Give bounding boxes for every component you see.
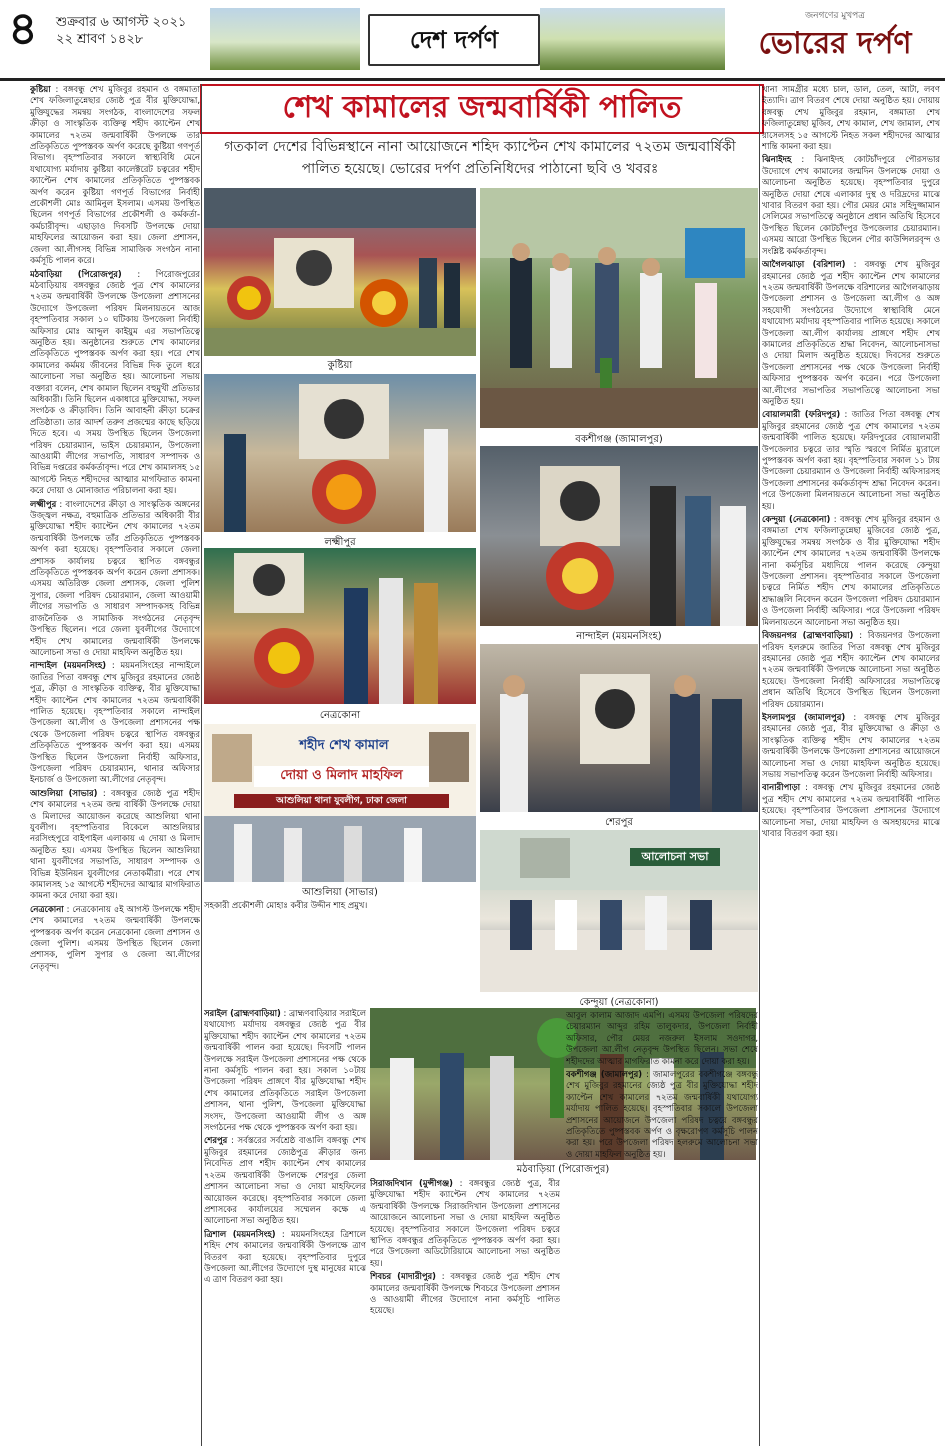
person [490,1056,514,1160]
article-paragraph: আগৈলঝাড়া (বরিশাল) : বঙ্গবন্ধু শেখ মুজিবুর রহমানের জ্যেষ্ঠ পুত্র শহীদ ক্যাপ্টেন শেখ কামালের ৭২তম জন্মবার্ষিকী উপলক্ষে বরিশালের আগৈলঝাড়ায় উপজেলা প্রশাসন ও উপজেলা আ.লীগ ও অঙ্গ সহযোগী সংগঠনের উদ্যোগে স্বাস্থ্যবিধি মেনে যথাযোগ্য মর্যাদায় বৃহস্পতিবার পালিত হয়েছে। সকালে উপজেলা আ.লীগ কার্যালয় প্রাঙ্গণে শহীদ শেখ কামালের প্রতিকৃতিতে শ্রদ্ধা নিবেদন, আলোচনাসভা ও দোয়া মিলাদ অনুষ্ঠিত হয়েছে। দিবসের শুরুতে উপজেলা প্রশাসনের পক্ষ থেকে উপজেলা নির্বাহী অফিসার পুষ্পস্তবক অর্পণ করেন। পরে উপজেলা আ.লীগের সভাপতির সভাপতিত্বে আলোচনা সভা অনুষ্ঠিত হয়। [762,259,940,406]
photo-sherpur-scene [480,644,758,812]
photo-kushtia [204,188,476,356]
person [695,283,717,378]
article-paragraph: সিরাজদিখান (মুন্সীগঞ্জ) : বঙ্গবন্ধুর জ্যেষ্ঠ পুত্র, বীর মুক্তিযোদ্ধা শহীদ ক্যাপ্টেন শেখ কামালের ৭২তম জন্মবার্ষিকী উপলক্ষে সিরাজদিখান উপজেলা প্রশাসনের আয়োজনে আলোচনা সভা ও দোয়া মাহফিল অনুষ্ঠিত হয়েছে। বৃহস্পতিবার সকালে উপজেলা পরিষদ চত্বরে স্থাপিত বঙ্গবন্ধুর প্রতিকৃতিতে পুষ্পস্তবক অর্পণ করা হয়। পরে উপজেলা অডিটোরিয়ামে আলোচনা সভা অনুষ্ঠিত হয়। [370,1178,560,1268]
banner-organizer: আশুলিয়া থানা যুবলীগ, ঢাকা জেলা [234,794,449,808]
article-body: সর্বস্তরের সর্বশ্রেষ্ঠ বাঙালি বঙ্গবন্ধু শেখ মুজিবুর রহমানের জ্যেষ্ঠপুত্র ক্রীড়ার জন্য নিবেদিত প্রাণ শহীদ ক্যাপ্টেন শেখ কামালের ৭২তম জন্মবার্ষিকী উপলক্ষে শেরপুর জেলা প্রশাসন আলোচনা সভা ও দোয়া মাহফিলের আয়োজন করেছে। বৃহস্পতিবার সকালে জেলা প্রশাসকের কার্যালয়ের সম্মেলন কক্ষে এ আলোচনা সভা অনুষ্ঠিত হয়। [204,1135,366,1226]
article-paragraph: কুষ্টিয়া : বঙ্গবন্ধু শেখ মুজিবুর রহমান ও বঙ্গমাতা শেখ ফজিলাতুন্নেছার জ্যেষ্ঠ পুত্র বীর মুক্তিযোদ্ধা, মুক্তিযুদ্ধের সমন্বয় সংগঠক, বাংলাদেশের সফল ক্রীড়া ও সাংস্কৃতিক ব্যক্তিত্ব শহীদ ক্যাপ্টেন শেখ কামালের ৭২তম জন্মবার্ষিকী উপলক্ষে তার প্রতিকৃতিতে পুষ্পস্তবক অর্পণ করেছে কুষ্টিয়া গণপূর্ত বিভাগ। বৃহস্পতিবার সকালে স্বাস্থ্যবিধি মেনে যথাযোগ্য মর্যাদায় কুষ্টিয়া কালেক্টরেট চত্বরের শহীদ ক্যাপ্টেন শেখ কামালের প্রতিকৃতিতে পুষ্পস্তবক অর্পণ করেন কুষ্টিয়া গণপূর্ত বিভাগের নির্বাহী প্রকৌশলী মোঃ আমিনুল ইসলাম। এসময় উপস্থিত ছিলেন গণপূর্ত বিভাগের প্রকৌশলী ও কর্মকর্তা-কর্মচারীবৃন্দ। এছাড়াও দিবসটি উপলক্ষে দোয়া মাহফিলের আয়োজন করা হয়। জেলা প্রশাসন, জেলা আ.লীগসহ বিভিন্ন সামাজিক সংগঠন নানা কর্মসূচি পালন করে। [30,84,200,266]
person [424,429,448,532]
article-body: পিরোজপুরের মঠবাড়িয়ায় বঙ্গবন্ধুর জ্যেষ্ঠ পুত্র শেখ কামালের ৭২তম জন্মবার্ষিকী উপলক্ষে উপজেলা প্রশাসনের উদ্যোগে উপজেলা পরিষদ মিলনায়তনে আজ বৃহস্পতিবার সকাল ১০ ঘটিকায় উপজেলা নির্বাহী অফিসার মোঃ আব্দুল কাইয়ুম এর সভাপতিত্বে অনুষ্ঠিত হয়। অনুষ্ঠানের শুরুতে শেখ কামালের প্রতিকৃতিতে পুষ্পস্তবক অর্পণ করা হয়। পরে শেখ কামালের কর্মময় জীবনের বিভিন্ন দিক তুলে ধরে আলোচনা সভা অনুষ্ঠিত হয়। আলোচনা সভায় বক্তারা বলেন, শেখ কামাল ছিলেন বহুমুখী প্রতিভার অধিকারী। তিনি ছিলেন একাধারে মুক্তিযোদ্ধা, সফল সংগঠক ও ক্রীড়াবিদ। তিনি আবাহনী ক্রীড়া চক্রের প্রতিষ্ঠাতা। তার আদর্শ তরুণ প্রজন্মের কাছে ছড়িয়ে দিতে হবে। এ সময় উপস্থিত ছিলেন উপজেলা পরিষদ চেয়ারম্যান, ভাইস চেয়ারম্যান, উপজেলা আওয়ামী লীগের সভাপতি, সাধারণ সম্পাদক ও বিভিন্ন দপ্তরের কর্মকর্তাবৃন্দ। পরে শেখ কামালসহ ১৫ আগস্টে নিহত শহীদদের আত্মার মাগফিরাত কামনা করে দোয়া ও মোনাজাত পরিচালনা করা হয়। [30,268,200,496]
article-paragraph: বিজয়নগর (ব্রাহ্মণবাড়িয়া) : বিজয়নগর উপজেলা পরিষদ হলরুমে জাতির পিতা বঙ্গবন্ধু শেখ মুজিবুর রহমানের জ্যেষ্ঠ পুত্র শহীদ ক্যাপ্টেন শেখ কামালের ৭২তম জন্মবার্ষিকী উপলক্ষে আলোচনা সভা অনুষ্ঠিত হয়েছে। উপজেলা নির্বাহী অফিসারের সভাপতিত্বে প্রধান অতিথি হিসেবে উপস্থিত ছিলেন উপজেলা পরিষদ চেয়ারম্যান। [762,630,940,709]
article-paragraph: ঝিনাইদহ : ঝিনাইদহ কোটচাঁদপুরে পৌরসভার উদ্যোগে শেখ কামালের জন্মদিন উপলক্ষে দোয়া ও আলোচনা অনুষ্ঠিত হয়েছে। বৃহস্পতিবার দুপুরে অনুষ্ঠিত দোয়া শেষে এলাকার দুস্থ ও দরিদ্রদের মাঝে খাবার বিতরণ করা হয়। পৌর মেয়র মোঃ সহিদুজ্জামান সেলিমের সভাপতিত্বে অনুষ্ঠানে প্রধান অতিথি হিসেবে উপস্থিত ছিলেন কোটচাঁদপুর উপজেলার চেয়ারম্যান। এসময় আরো উপস্থিত ছিলেন পৌর কাউন্সিলরবৃন্দ ও সংশ্লিষ্ট কর্মকর্তাবৃন্দ। [762,154,940,256]
ground [204,328,476,356]
portrait-face [253,564,285,596]
photo-sherpur [480,644,758,812]
person [650,486,676,626]
banner-event: দোয়া ও মিলাদ মাহফিল [254,766,429,787]
person [379,578,403,704]
caption-netrokona: নেত্রকোনা [319,710,361,721]
caption-lakshmipur: লক্ষ্মীপুর [324,537,356,548]
article-body: বঙ্গবন্ধু শেখ মুজিবুর রহমানের জ্যেষ্ঠ পুত্র শহীদ ক্যাপ্টেন শেখ কামালের ৭২তম জন্মবার্ষিকী উপলক্ষে বরিশালের আগৈলঝাড়ায় উপজেলা প্রশাসন ও উপজেলা আ.লীগ ও অঙ্গ সহযোগী সংগঠনের উদ্যোগে স্বাস্থ্যবিধি মেনে যথাযোগ্য মর্যাদায় বৃহস্পতিবার পালিত হয়েছে। সকালে উপজেলা আ.লীগ কার্যালয় প্রাঙ্গণে শহীদ শেখ কামালের প্রতিকৃতিতে শ্রদ্ধা নিবেদন, আলোচনাসভা ও দোয়া মিলাদ অনুষ্ঠিত হয়েছে। দিবসের শুরুতে উপজেলা প্রশাসনের পক্ষ থেকে উপজেলা নির্বাহী অফিসার পুষ্পস্তবক অর্পণ করেন। পরে উপজেলা আ.লীগের সভাপতির সভাপতিত্বে আলোচনা সভা অনুষ্ঠিত হয়। [762,259,940,406]
dateline-place: বিজয়নগর (ব্রাহ্মণবাড়িয়া) [762,630,854,641]
person-head [642,258,660,276]
banner-portrait [212,734,252,782]
article-body: বঙ্গবন্ধু শেখ মুজিবুর রহমান ও বঙ্গমাতা শেখ ফজিলাতুন্নেছার জ্যেষ্ঠ পুত্র বীর মুক্তিযোদ্ধা, মুক্তিযুদ্ধের সমন্বয় সংগঠক, বাংলাদেশের সফল ক্রীড়া ও সাংস্কৃতিক ব্যক্তিত্ব শহীদ ক্যাপ্টেন শেখ কামালের ৭২তম জন্মবার্ষিকী উপলক্ষে তার প্রতিকৃতিতে পুষ্পস্তবক অর্পণ করেছে কুষ্টিয়া গণপূর্ত বিভাগ। বৃহস্পতিবার সকালে স্বাস্থ্যবিধি মেনে যথাযোগ্য মর্যাদায় কুষ্টিয়া কালেক্টরেট চত্বরের শহীদ ক্যাপ্টেন শেখ কামালের প্রতিকৃতিতে পুষ্পস্তবক অর্পণ করেন কুষ্টিয়া গণপূর্ত বিভাগের নির্বাহী প্রকৌশলী মোঃ আমিনুল ইসলাম। এসময় উপস্থিত ছিলেন গণপূর্ত বিভাগের প্রকৌশলী ও কর্মকর্তা-কর্মচারীবৃন্দ। এছাড়াও দিবসটি উপলক্ষে দোয়া মাহফিলের আয়োজন করা হয়। জেলা প্রশাসন, জেলা আ.লীগসহ বিভিন্ন সামাজিক সংগঠন নানা কর্মসূচি পালন করে। [30,84,200,266]
person [595,263,619,373]
logo-tagline: জনগণের মুখপত্র [805,11,865,21]
dateline-place: লক্ষ্মীপুর [30,498,57,509]
photo-lakshmipur-scene [204,374,476,532]
photo-bakshiganj [480,188,758,428]
dateline-place: শেরপুর [204,1135,228,1146]
article-paragraph: মঠবাড়িয়া (পিরোজপুর) : পিরোজপুরের মঠবাড়িয়ায় বঙ্গবন্ধুর জ্যেষ্ঠ পুত্র শেখ কামালের ৭২তম জন্মবার্ষিকী উপলক্ষে উপজেলা প্রশাসনের উদ্যোগে উপজেলা পরিষদ মিলনায়তনে আজ বৃহস্পতিবার সকাল ১০ ঘটিকায় উপজেলা নির্বাহী অফিসার মোঃ আব্দুল কাইয়ুম এর সভাপতিত্বে অনুষ্ঠিত হয়। অনুষ্ঠানের শুরুতে শেখ কামালের প্রতিকৃতিতে পুষ্পস্তবক অর্পণ করা হয়। পরে শেখ কামালের কর্মময় জীবনের বিভিন্ন দিক তুলে ধরে আলোচনা সভা অনুষ্ঠিত হয়। আলোচনা সভায় বক্তারা বলেন, শেখ কামাল ছিলেন বহুমুখী প্রতিভার অধিকারী। তিনি ছিলেন একাধারে মুক্তিযোদ্ধা, সফল সংগঠক ও ক্রীড়াবিদ। তিনি আবাহনী ক্রীড়া চক্রের প্রতিষ্ঠাতা। তার আদর্শ তরুণ প্রজন্মের কাছে ছড়িয়ে দিতে হবে। এ সময় উপস্থিত ছিলেন উপজেলা পরিষদ চেয়ারম্যান, ভাইস চেয়ারম্যান, উপজেলা আওয়ামী লীগের সভাপতি, সাধারণ সম্পাদক ও বিভিন্ন দপ্তরের কর্মকর্তাবৃন্দ। পরে শেখ কামালসহ ১৫ আগস্টে নিহত শহীদদের আত্মার মাগফিরাত কামনা করে দোয়া ও মোনাজাত পরিচালনা করা হয়। [30,268,200,496]
dateline-place: নান্দাইল (ময়মনসিংহ) [30,660,107,671]
dateline-place: আশুলিয়া (সাভার) [30,787,98,798]
newspaper-logo [730,6,940,72]
banner-title: শহীদ শেখ কামাল [299,738,389,753]
person-standing [444,263,460,328]
page-header [0,0,945,81]
article-paragraph: আশুলিয়া (সাভার) : বঙ্গবন্ধুর জ্যেষ্ঠ পুত্র শহীদ শেখ কামালের ৭২তম জন্ম বার্ষিকী উপলক্ষে দোয়া ও মিলাদের আয়োজন করেছে আশুলিয়া থানা যুবলীগ। বৃহস্পতিবার বিকেলে আশুলিয়ার নরসিংহপুরে বাইপাইল এলাকায় এ দোয়া ও মিলাদ অনুষ্ঠিত হয়। এসময় উপস্থিত ছিলেন আশুলিয়া থানা যুবলীগের সভাপতি, সাধারণ সম্পাদক ও বিভিন্ন ইউনিয়ন যুবলীগের নেতাকর্মীরা। পরে শেখ কামালসহ ১৫ আগস্টে শহীদদের আত্মার মাগফিরাত কামনা করে দোয়া করা হয়। [30,787,200,901]
photo-lakshmipur [204,374,476,532]
article-paragraph [204,900,476,911]
portrait-face [595,689,635,729]
middle-article-block-a [204,900,476,1004]
dateline-place: বোয়ালমারী (ফরিদপুর) [762,409,841,420]
person [440,1053,464,1160]
article-body: ঝিনাইদহ কোটচাঁদপুরে পৌরসভার উদ্যোগে শেখ কামালের জন্মদিন উপলক্ষে দোয়া ও আলোচনা অনুষ্ঠিত হয়েছে। বৃহস্পতিবার দুপুরে অনুষ্ঠিত দোয়া শেষে এলাকার দুস্থ ও দরিদ্রদের মাঝে খাবার বিতরণ করা হয়। পৌর মেয়র মোঃ সহিদুজ্জামান সেলিমের সভাপতিত্বে অনুষ্ঠানে প্রধান অতিথি হিসেবে উপস্থিত ছিলেন কোটচাঁদপুর উপজেলার চেয়ারম্যান। এসময় আরো উপস্থিত ছিলেন পৌর কাউন্সিলরবৃন্দ ও সংশ্লিষ্ট কর্মকর্তাবৃন্দ। [762,154,940,256]
person-uniform [670,694,700,812]
person-seated [690,900,712,950]
issue-date [56,14,186,48]
person [685,496,711,626]
article-body: বঙ্গবন্ধু শেখ মুজিবুর রহমানের জ্যেষ্ঠ পুত্র শহীদ শেখ কামালের ৭২তম জন্মবার্ষিকী পালিত হয়েছে। বৃহস্পতিবার উপজেলা প্রশাসনের উদ্যোগে আলোচনা সভা, দোয়া মাহফিল ও অসহায়দের মাঝে খাবার বিতরণ করা হয়। [762,782,940,838]
article-paragraph: ইসলামপুর (জামালপুর) : বঙ্গবন্ধু শেখ মুজিবুর রহমানের জ্যেষ্ঠ পুত্র, বীর মুক্তিযোদ্ধা ও ক্রীড়া ও সাংস্কৃতিক ব্যক্তিত্ব শহীদ শেখ কামালের ৭২তম জন্মবার্ষিকী উপলক্ষে উপজেলা প্রশাসনের আয়োজনে আলোচনা সভা ও দোয়া মাহফিল অনুষ্ঠিত হয়েছে। সভায় সভাপতিত্ব করেন উপজেলা নির্বাহী অফিসার। [762,711,940,779]
dateline-place: কুষ্টিয়া [30,84,51,94]
left-article-column [30,84,200,1446]
issue-date-gregorian: শুক্রবার ৬ আগস্ট ২০২১ [56,15,187,30]
article-paragraph: শিবচর (মাদারীপুর) : বঙ্গবন্ধুর জ্যেষ্ঠ পুত্র শহীদ শেখ কামালের জন্মবার্ষিকী উপলক্ষে শিবচরে উপজেলা প্রশাসন ও আওয়ামী লীগের উদ্যোগে নানা কর্মসূচি পালিত হয়েছে। [370,1271,560,1316]
dateline-place: ত্রিশাল (ময়মনসিংহ) [204,1228,276,1239]
person [414,583,438,704]
person-seated [555,900,577,950]
person-uniform [712,699,742,812]
caption-ashulia: আশুলিয়া (সাভার) [302,887,378,898]
article-body: জামালপুরের বকশীগঞ্জে বঙ্গবন্ধু শেখ মুজিবুর রহমানের জ্যেষ্ঠ পুত্র বীর মুক্তিযোদ্ধা শহীদ ক্যাপ্টেন শেখ কামালের ৭২তম জন্মবার্ষিকী যথাযোগ্য মর্যাদায় পালিত হয়েছে। বৃহস্পতিবার সকালে উপজেলা প্রশাসনের আয়োজনে উপজেলা পরিষদ চত্বরে বঙ্গবন্ধুর প্রতিকৃতিতে পুষ্পস্তবক অর্পণ ও বৃক্ষরোপণ কর্মসূচি পালন করা হয়। পরে উপজেলা পরিষদ হলরুমে আলোচনা সভা ও দোয়া মাহফিল অনুষ্ঠিত হয়। [566,1069,758,1159]
article-body: ময়মনসিংহের ত্রিশালে শহিদ শেখ কামালের জন্মবার্ষিকী উপলক্ষে ত্রাণ বিতরণ করা হয়েছে। বৃহস্পতিবার দুপুরে উপজেলা আ.লীগের উদ্যোগে দুস্থ মানুষের মাঝে এ ত্রাণ বিতরণ করা হয়। [204,1228,366,1285]
dateline-place: সিরাজদিখান (মুন্সীগঞ্জ) [370,1178,453,1188]
caption-sherpur: শেরপুর [605,817,633,828]
dateline-place: সরাইল (ব্রাহ্মণবাড়িয়া) [204,1008,281,1018]
photo-nandail [480,446,758,626]
sub-headline: গতকাল দেশের বিভিন্নস্থানে নানা আয়োজনে শহিদ ক্যাপ্টেন শেখ কামালের ৭২তম জন্মবার্ষিকী পালিত হয়েছে। ভোরের দর্পণ প্রতিনিধিদের পাঠানো ছবি ও খবরঃ [224,139,736,177]
logo-text: ভোরের দর্পণ [758,26,912,61]
article-body: জাতির পিতা বঙ্গবন্ধু শেখ মুজিবুর রহমানের জ্যেষ্ঠ পুত্র শেখ কামালের ৭২তম জন্মবার্ষিকী পালিত হয়েছে। ফরিদপুরের বোয়ালমারী উপজেলার চত্বরে তার স্মৃতি স্মরণে নির্মিত ম্যুরালে পুষ্পস্তবক অর্পণ করা হয়। বৃহস্পতিবার সকাল ১১ টায় উপজেলা চেয়ারম্যান ও উপজেলা নির্বাহী অফিসারসহ উপজেলা প্রশাসনের কর্মকর্তাবৃন্দ শ্রদ্ধা নিবেদন করেন। পরে উপজেলা মিলনায়তনে আলোচনা সভা অনুষ্ঠিত হয়। [762,409,940,511]
portrait-face [296,250,332,286]
article-body: নেত্রকোনায় ৫ই আগস্ট উপলক্ষে শহীদ শেখ কামালের ৭২তম জন্মবার্ষিকী উপলক্ষে পুষ্পস্তবক অর্পণ করেন নেত্রকোনা জেলা প্রশাসন ও জেলা পুলিশ। এসময় উপস্থিত ছিলেন জেলা প্রশাসক, পুলিশ সুপার ও জেলা আ.লীগের নেতৃবৃন্দ। [30,903,200,971]
person [404,828,422,882]
photo-nandail-scene [480,446,758,626]
person [224,434,246,532]
person [344,826,362,882]
person [390,1058,414,1160]
person-head [512,243,530,261]
dateline-place: ইসলামপুর (জামালপুর) [762,711,846,722]
article-paragraph: লক্ষ্মীপুর : বাংলাদেশের ক্রীড়া ও সাংস্কৃতিক অঙ্গনের উজ্জ্বল নক্ষত্র, বহুমাত্রিক প্রতিভার অধিকারী বীর মুক্তিযোদ্ধা শহীদ ক্যাপ্টেন শেখ কামালের ৭২তম জন্মবার্ষিকী উপলক্ষে তাঁর প্রতিকৃতিতে পুষ্পস্তবক অর্পণ করা হয়েছে। বৃহস্পতিবার সকালে জেলা প্রশাসক কার্যালয় চত্বরে স্থাপিত বঙ্গবন্ধুর প্রতিকৃতিতে পুষ্পস্তবক অর্পণ করেন জেলা প্রশাসক। এসময় অতিরিক্ত জেলা প্রশাসক, জেলা পুলিশ সুপার, জেলা পরিষদ চেয়ারম্যান, জেলা আওয়ামী লীগের সভাপতি ও সাধারণ সম্পাদকসহ বিভিন্ন রাজনৈতিক ও সামাজিক সংগঠনের নেতৃবৃন্দ উপস্থিত ছিলেন। পরে জেলা যুবলীগের উদ্যোগে শহীদ শেখ কামালের জন্মবার্ষিকী উপলক্ষে আলোচনা সভা ও দোয়া মাহফিল অনুষ্ঠিত হয়। [30,498,200,657]
article-body: বাংলাদেশের ক্রীড়া ও সাংস্কৃতিক অঙ্গনের উজ্জ্বল নক্ষত্র, বহুমাত্রিক প্রতিভার অধিকারী বীর মুক্তিযোদ্ধা শহীদ ক্যাপ্টেন শেখ কামালের ৭২তম জন্মবার্ষিকী উপলক্ষে তাঁর প্রতিকৃতিতে পুষ্পস্তবক অর্পণ করা হয়েছে। বৃহস্পতিবার সকালে জেলা প্রশাসক কার্যালয় চত্বরে স্থাপিত বঙ্গবন্ধুর প্রতিকৃতিতে পুষ্পস্তবক অর্পণ করেন জেলা প্রশাসক। এসময় অতিরিক্ত জেলা প্রশাসক, জেলা পুলিশ সুপার, জেলা পরিষদ চেয়ারম্যান, জেলা আওয়ামী লীগের সভাপতি ও সাধারণ সম্পাদকসহ বিভিন্ন রাজনৈতিক ও সামাজিক সংগঠনের নেতৃবৃন্দ উপস্থিত ছিলেন। পরে জেলা যুবলীগের উদ্যোগে শহীদ শেখ কামালের জন্মবার্ষিকী উপলক্ষে আলোচনা সভা ও দোয়া মাহফিল অনুষ্ঠিত হয়। [30,498,200,657]
header-photo-strip-left [210,8,360,70]
person-head [503,675,525,697]
article-body: বঙ্গবন্ধুর জ্যেষ্ঠ পুত্র শহীদ শেখ কামালের ৭২তম জন্ম বার্ষিকী উপলক্ষে দোয়া ও মিলাদের আয়োজন করেছে আশুলিয়া থানা যুবলীগ। বৃহস্পতিবার বিকেলে আশুলিয়ার নরসিংহপুরে বাইপাইল এলাকায় এ দোয়া ও মিলাদ অনুষ্ঠিত হয়। এসময় উপস্থিত ছিলেন আশুলিয়া থানা যুবলীগের সভাপতি, সাধারণ সম্পাদক ও বিভিন্ন ইউনিয়ন যুবলীগের নেতাকর্মীরা। পরে শেখ কামালসহ ১৫ আগস্টে শহীদদের আত্মার মাগফিরাত কামনা করে দোয়া করা হয়। [30,787,200,901]
person-head [598,247,616,265]
banner-meeting: আলোচনা সভা [630,848,720,866]
portrait-face [560,481,600,521]
article-paragraph: বোয়ালমারী (ফরিদপুর) : জাতির পিতা বঙ্গবন্ধু শেখ মুজিবুর রহমানের জ্যেষ্ঠ পুত্র শেখ কামালের ৭২তম জন্মবার্ষিকী পালিত হয়েছে। ফরিদপুরের বোয়ালমারী উপজেলার চত্বরে তার স্মৃতি স্মরণে নির্মিত ম্যুরালে পুষ্পস্তবক অর্পণ করা হয়। বৃহস্পতিবার সকাল ১১ টায় উপজেলা চেয়ারম্যান ও উপজেলা নির্বাহী অফিসারসহ উপজেলা প্রশাসনের কর্মকর্তাবৃন্দ শ্রদ্ধা নিবেদন করেন। পরে উপজেলা মিলনায়তনে আলোচনা সভা অনুষ্ঠিত হয়। [762,409,940,511]
wreath-left-center [237,286,261,310]
article-paragraph: নান্দাইল (ময়মনসিংহ) : ময়মনসিংহের নান্দাইলে জাতির পিতা বঙ্গবন্ধু শেখ মুজিবুর রহমানের জ্যেষ্ঠ পুত্র, ক্রীড়া ও সাংস্কৃতিক ব্যক্তিত্ব, বীর মুক্তিযোদ্ধা শহীদ ক্যাপ্টেন শেখ কামালের ৭২তম জন্মবার্ষিকী পালিত হয়েছে। বৃহস্পতিবার সকালে নান্দাইল উপজেলা আ.লীগ ও উপজেলা প্রশাসনের পক্ষ থেকে উপজেলা পরিষদ চত্বরে স্থাপিত বঙ্গবন্ধুর প্রতিকৃতিতে পুষ্পস্তবক অর্পণ করা হয়। এসময় উপস্থিত ছিলেন উপজেলা নির্বাহী অফিসার, উপজেলা পরিষদ চেয়ারম্যান, থানার অফিসার ইনচার্জ ও উপজেলা আ.লীগের নেতৃবৃন্দ। [30,660,200,785]
person [510,258,532,368]
article-body: বঙ্গবন্ধু শেখ মুজিবুর রহমান ও বঙ্গমাতা শেখ ফজিলাতুন্নেছা মুজিবের জ্যেষ্ঠ পুত্র, মুক্তিযুদ্ধের সমন্বয় সংগঠক ও বীর মুক্তিযোদ্ধা শহীদ ক্যাপ্টেন শেখ কামালের ৭২তম জন্মবার্ষিকী উপলক্ষে নানা কর্মসূচির মধ্যদিয়ে পালন করেছে কেন্দুয়া উপজেলা প্রশাসন। বৃহস্পতিবার সকালে উপজেলা চত্বরে নির্মিত শহীদ শেখ কামালের প্রতিকৃতিতে শ্রদ্ধাঞ্জলি নিবেদন করেন উপজেলা পরিষদ চেয়ারম্যান ও উপজেলা নির্বাহী অফিসার। পরে উপজেলা পরিষদ মিলনায়তনে আলোচনা সভা অনুষ্ঠিত হয়। [762,514,940,627]
caption-mathbaria: মঠবাড়িয়া (পিরোজপুর) [516,1164,610,1175]
ground [480,388,758,428]
article-paragraph [566,1010,758,1067]
person [284,828,302,882]
person [344,588,368,704]
dateline-place: ঝিনাইদহ [762,154,792,165]
dateline-place: আগৈলঝাড়া (বরিশাল) [762,259,846,270]
article-body: বঙ্গবন্ধুর জ্যেষ্ঠ পুত্র শহীদ শেখ কামালের জন্মবার্ষিকী উপলক্ষে শিবচরে উপজেলা প্রশাসন ও আওয়ামী লীগের উদ্যোগে নানা কর্মসূচি পালিত হয়েছে। [370,1271,560,1316]
article-body: ময়মনসিংহের নান্দাইলে জাতির পিতা বঙ্গবন্ধু শেখ মুজিবুর রহমানের জ্যেষ্ঠ পুত্র, ক্রীড়া ও সাংস্কৃতিক ব্যক্তিত্ব, বীর মুক্তিযোদ্ধা শহীদ ক্যাপ্টেন শেখ কামালের ৭২তম জন্মবার্ষিকী পালিত হয়েছে। বৃহস্পতিবার সকালে নান্দাইল উপজেলা আ.লীগ ও উপজেলা প্রশাসনের পক্ষ থেকে উপজেলা পরিষদ চত্বরে স্থাপিত বঙ্গবন্ধুর প্রতিকৃতিতে পুষ্পস্তবক অর্পণ করা হয়। এসময় উপস্থিত ছিলেন উপজেলা নির্বাহী অফিসার, উপজেলা পরিষদ চেয়ারম্যান, থানার অফিসার ইনচার্জ ও উপজেলা আ.লীগের নেতৃবৃন্দ। [30,660,200,785]
middle-article-block-d [566,1010,758,1446]
photo-kushtia-scene [204,188,476,356]
header-photo-strip-right [540,8,725,70]
photo-ashulia [204,724,476,882]
article-paragraph: নেত্রকোনা : নেত্রকোনায় ৫ই আগস্ট উপলক্ষে শহীদ শেখ কামালের ৭২তম জন্মবার্ষিকী উপলক্ষে পুষ্পস্তবক অর্পণ করেন নেত্রকোনা জেলা প্রশাসন ও জেলা পুলিশ। এসময় উপস্থিত ছিলেন জেলা প্রশাসক, পুলিশ সুপার ও জেলা আ.লীগের নেতৃবৃন্দ। [30,903,200,971]
banner-backdrop [204,188,476,228]
article-paragraph: শেরপুর : সর্বস্তরের সর্বশ্রেষ্ঠ বাঙালি বঙ্গবন্ধু শেখ মুজিবুর রহমানের জ্যেষ্ঠপুত্র ক্রীড়ার জন্য নিবেদিত প্রাণ শহীদ ক্যাপ্টেন শেখ কামালের ৭২তম জন্মবার্ষিকী উপলক্ষে শেরপুর জেলা প্রশাসন আলোচনা সভা ও দোয়া মাহফিলের আয়োজন করেছে। বৃহস্পতিবার সকালে জেলা প্রশাসকের কার্যালয়ের সম্মেলন কক্ষে এ আলোচনা সভা অনুষ্ঠিত হয়। [204,1135,366,1226]
main-headline: শেখ কামালের জন্মবার্ষিকী পালিত [200,84,764,134]
photo-netrokona [204,548,476,704]
wreath-center [326,474,362,510]
wreath-center [562,558,598,594]
person-standing [419,258,437,328]
article-paragraph: বকশীগঞ্জ (জামালপুর) : জামালপুরের বকশীগঞ্জে বঙ্গবন্ধু শেখ মুজিবুর রহমানের জ্যেষ্ঠ পুত্র বীর মুক্তিযোদ্ধা শহীদ ক্যাপ্টেন শেখ কামালের ৭২তম জন্মবার্ষিকী যথাযোগ্য মর্যাদায় পালিত হয়েছে। বৃহস্পতিবার সকালে উপজেলা প্রশাসনের আয়োজনে উপজেলা পরিষদ চত্বরে বঙ্গবন্ধুর প্রতিকৃতিতে পুষ্পস্তবক অর্পণ ও বৃক্ষরোপণ কর্মসূচি পালন করা হয়। পরে উপজেলা পরিষদ হলরুমে আলোচনা সভা ও দোয়া মাহফিল অনুষ্ঠিত হয়। [566,1069,758,1159]
article-body: সহকারী প্রকৌশলী মোহাঃ কবীর উদ্দীন শাহ প্রমুখ। [204,900,368,910]
banner-portrait [429,732,469,782]
column-divider [759,84,760,1446]
section-title: দেশ দর্পণ [368,14,540,66]
caption-bakshiganj: বকশীগঞ্জ (জামালপুর) [575,434,663,445]
wreath-center [268,642,300,674]
article-body: বঙ্গবন্ধু শেখ মুজিবুর রহমানের জ্যেষ্ঠ পুত্র, বীর মুক্তিযোদ্ধা ও ক্রীড়া ও সাংস্কৃতিক ব্যক্তিত্ব শহীদ শেখ কামালের ৭২তম জন্মবার্ষিকী উপলক্ষে উপজেলা প্রশাসনের আয়োজনে আলোচনা সভা ও দোয়া মাহফিল অনুষ্ঠিত হয়েছে। সভায় সভাপতিত্ব করেন উপজেলা নির্বাহী অফিসার। [762,711,940,779]
person [640,273,662,368]
page-number: ৪ [8,1,38,55]
person [720,506,746,626]
article-paragraph: কেন্দুয়া (নেত্রকোনা) : বঙ্গবন্ধু শেখ মুজিবুর রহমান ও বঙ্গমাতা শেখ ফজিলাতুন্নেছা মুজিবের জ্যেষ্ঠ পুত্র, মুক্তিযুদ্ধের সমন্বয় সংগঠক ও বীর মুক্তিযোদ্ধা শহীদ ক্যাপ্টেন শেখ কামালের ৭২তম জন্মবার্ষিকী উপলক্ষে নানা কর্মসূচির মধ্যদিয়ে পালন করেছে কেন্দুয়া উপজেলা প্রশাসন। বৃহস্পতিবার সকালে উপজেলা চত্বরে নির্মিত শহীদ শেখ কামালের প্রতিকৃতিতে শ্রদ্ধাঞ্জলি নিবেদন করেন উপজেলা পরিষদ চেয়ারম্যান ও উপজেলা নির্বাহী অফিসার। পরে উপজেলা পরিষদ মিলনায়তনে আলোচনা সভা অনুষ্ঠিত হয়। [762,514,940,627]
person-head [552,253,570,271]
article-paragraph: ত্রিশাল (ময়মনসিংহ) : ময়মনসিংহের ত্রিশালে শহিদ শেখ কামালের জন্মবার্ষিকী উপলক্ষে ত্রাণ বিতরণ করা হয়েছে। বৃহস্পতিবার দুপুরে উপজেলা আ.লীগের উদ্যোগে দুস্থ মানুষের মাঝে এ ত্রাণ বিতরণ করা হয়। [204,1228,366,1285]
article-body: ব্রাহ্মণবাড়িয়ার সরাইলে যথাযোগ্য মর্যাদায় বঙ্গবন্ধুর জ্যেষ্ঠ পুত্র বীর মুক্তিযোদ্ধা শহীদ ক্যাপ্টেন শেখ কামালের ৭২তম জন্মবার্ষিকী পালন করা হয়েছে। দিবসটি পালন উপলক্ষে সরাইল উপজেলা প্রশাসনের পক্ষ থেকে নানা কর্মসূচি পালন করা হয়। সকাল ১০টায় উপজেলা পরিষদ প্রাঙ্গণে বীর মুক্তিযোদ্ধা শহীদ শেখ কামালের প্রতিকৃতিতে সরাইল উপজেলা প্রশাসন, থানা পুলিশ, উপজেলা মুক্তিযোদ্ধা সংসদ, উপজেলা আওয়ামী লীগ ও অঙ্গ সংগঠনের পক্ষ থেকে পুষ্পস্তবক অর্পণ করা হয়। [204,1008,366,1133]
banner [685,228,745,278]
caption-kendua: কেন্দুয়া (নেত্রকোনা) [579,997,659,1008]
dateline-place: কেন্দুয়া (নেত্রকোনা) [762,514,831,525]
right-article-column [762,84,940,1446]
portrait-face [324,399,364,439]
article-body: খানা সামগ্রীর মধ্যে চাল, ডাল, তেল, আটা, লবণ ইত্যাদি। ত্রাণ বিতরণ শেষে দোয়া অনুষ্ঠিত হয়। দোয়ায় বঙ্গবন্ধু শেখ মুজিবুর রহমান, বঙ্গমাতা শেখ ফজিলাতুন্নেছা মুজিব, শেখ কামাল, শেখ জামাল, শেখ রাসেলসহ ১৫ আগস্টে নিহত সকল শহীদদের আত্মার শান্তি কামনা করা হয়। [762,84,940,152]
caption-nandail: নান্দাইল (ময়মনসিংহ) [576,631,662,642]
person-seated [645,896,667,950]
banner-portrait [520,838,570,878]
article-paragraph: বানারীপাড়া : বঙ্গবন্ধু শেখ মুজিবুর রহমানের জ্যেষ্ঠ পুত্র শহীদ শেখ কামালের ৭২তম জন্মবার্ষিকী পালিত হয়েছে। বৃহস্পতিবার উপজেলা প্রশাসনের উদ্যোগে আলোচনা সভা, দোয়া মাহফিল ও অসহায়দের মাঝে খাবার বিতরণ করা হয়। [762,782,940,838]
person-seated [600,900,622,950]
person [550,268,572,368]
caption-kushtia: কুষ্টিয়া [327,360,353,371]
middle-article-block-c [370,1178,560,1446]
dateline-place: মঠবাড়িয়া (পিরোজপুর) [30,268,122,279]
person [234,824,252,882]
person-seated [510,900,532,950]
wreath-right-center [372,291,396,315]
dateline-place: নেত্রকোনা [30,903,64,914]
photo-bakshiganj-scene [480,188,758,428]
dateline-place: বকশীগঞ্জ (জামালপুর) [566,1069,643,1080]
article-paragraph: সরাইল (ব্রাহ্মণবাড়িয়া) : ব্রাহ্মণবাড়িয়ার সরাইলে যথাযোগ্য মর্যাদায় বঙ্গবন্ধুর জ্যেষ্ঠ পুত্র বীর মুক্তিযোদ্ধা শহীদ ক্যাপ্টেন শেখ কামালের ৭২তম জন্মবার্ষিকী পালন করা হয়েছে। দিবসটি পালন উপলক্ষে সরাইল উপজেলা প্রশাসনের পক্ষ থেকে নানা কর্মসূচি পালন করা হয়। সকাল ১০টায় উপজেলা পরিষদ প্রাঙ্গণে বীর মুক্তিযোদ্ধা শহীদ শেখ কামালের প্রতিকৃতিতে সরাইল উপজেলা প্রশাসন, থানা পুলিশ, উপজেলা মুক্তিযোদ্ধা সংসদ, উপজেলা আওয়ামী লীগ ও অঙ্গ সংগঠনের পক্ষ থেকে পুষ্পস্তবক অর্পণ করা হয়। [204,1008,366,1133]
person-head [674,675,696,697]
dateline-place: শিবচর (মাদারীপুর) [370,1271,436,1282]
dateline-place: বানারীপাড়া [762,782,801,793]
article-body: বিজয়নগর উপজেলা পরিষদ হলরুমে জাতির পিতা বঙ্গবন্ধু শেখ মুজিবুর রহমানের জ্যেষ্ঠ পুত্র শহীদ ক্যাপ্টেন শেখ কামালের ৭২তম জন্মবার্ষিকী উপলক্ষে আলোচনা সভা অনুষ্ঠিত হয়েছে। উপজেলা নির্বাহী অফিসারের সভাপতিত্বে প্রধান অতিথি হিসেবে উপস্থিত ছিলেন উপজেলা পরিষদ চেয়ারম্যান। [762,630,940,709]
person [500,694,528,812]
issue-date-bengali: ২২ শ্রাবণ ১৪২৮ [56,32,144,47]
photo-kendua [480,830,758,992]
article-paragraph [762,84,940,152]
column-divider [201,84,202,1446]
photo-netrokona-scene [204,548,476,704]
article-body: বঙ্গবন্ধুর জ্যেষ্ঠ পুত্র, বীর মুক্তিযোদ্ধা শহীদ ক্যাপ্টেন শেখ কামালের ৭২তম জন্মবার্ষিকী উপলক্ষে সিরাজদিখান উপজেলা প্রশাসনের আয়োজনে আলোচনা সভা ও দোয়া মাহফিল অনুষ্ঠিত হয়েছে। বৃহস্পতিবার সকালে উপজেলা পরিষদ চত্বরে স্থাপিত বঙ্গবন্ধুর প্রতিকৃতিতে পুষ্পস্তবক অর্পণ করা হয়। পরে উপজেলা অডিটোরিয়ামে আলোচনা সভা অনুষ্ঠিত হয়। [370,1178,560,1268]
article-body: আবুল কালাম আজাদ এমপি। এসময় উপজেলা পরিষদের চেয়ারম্যান আব্দুর রহিম তালুকদার, উপজেলা নির্বাহী অফিসার, পৌর মেয়র নজরুল ইসলাম সওদাগর, উপজেলা আ.লীগ নেতৃবৃন্দ উপস্থিত ছিলেন। সভা শেষে শহীদদের আত্মার মাগফিরাত কামনা করে দোয়া করা হয়। [566,1010,758,1066]
middle-article-block-b [204,1008,366,1446]
